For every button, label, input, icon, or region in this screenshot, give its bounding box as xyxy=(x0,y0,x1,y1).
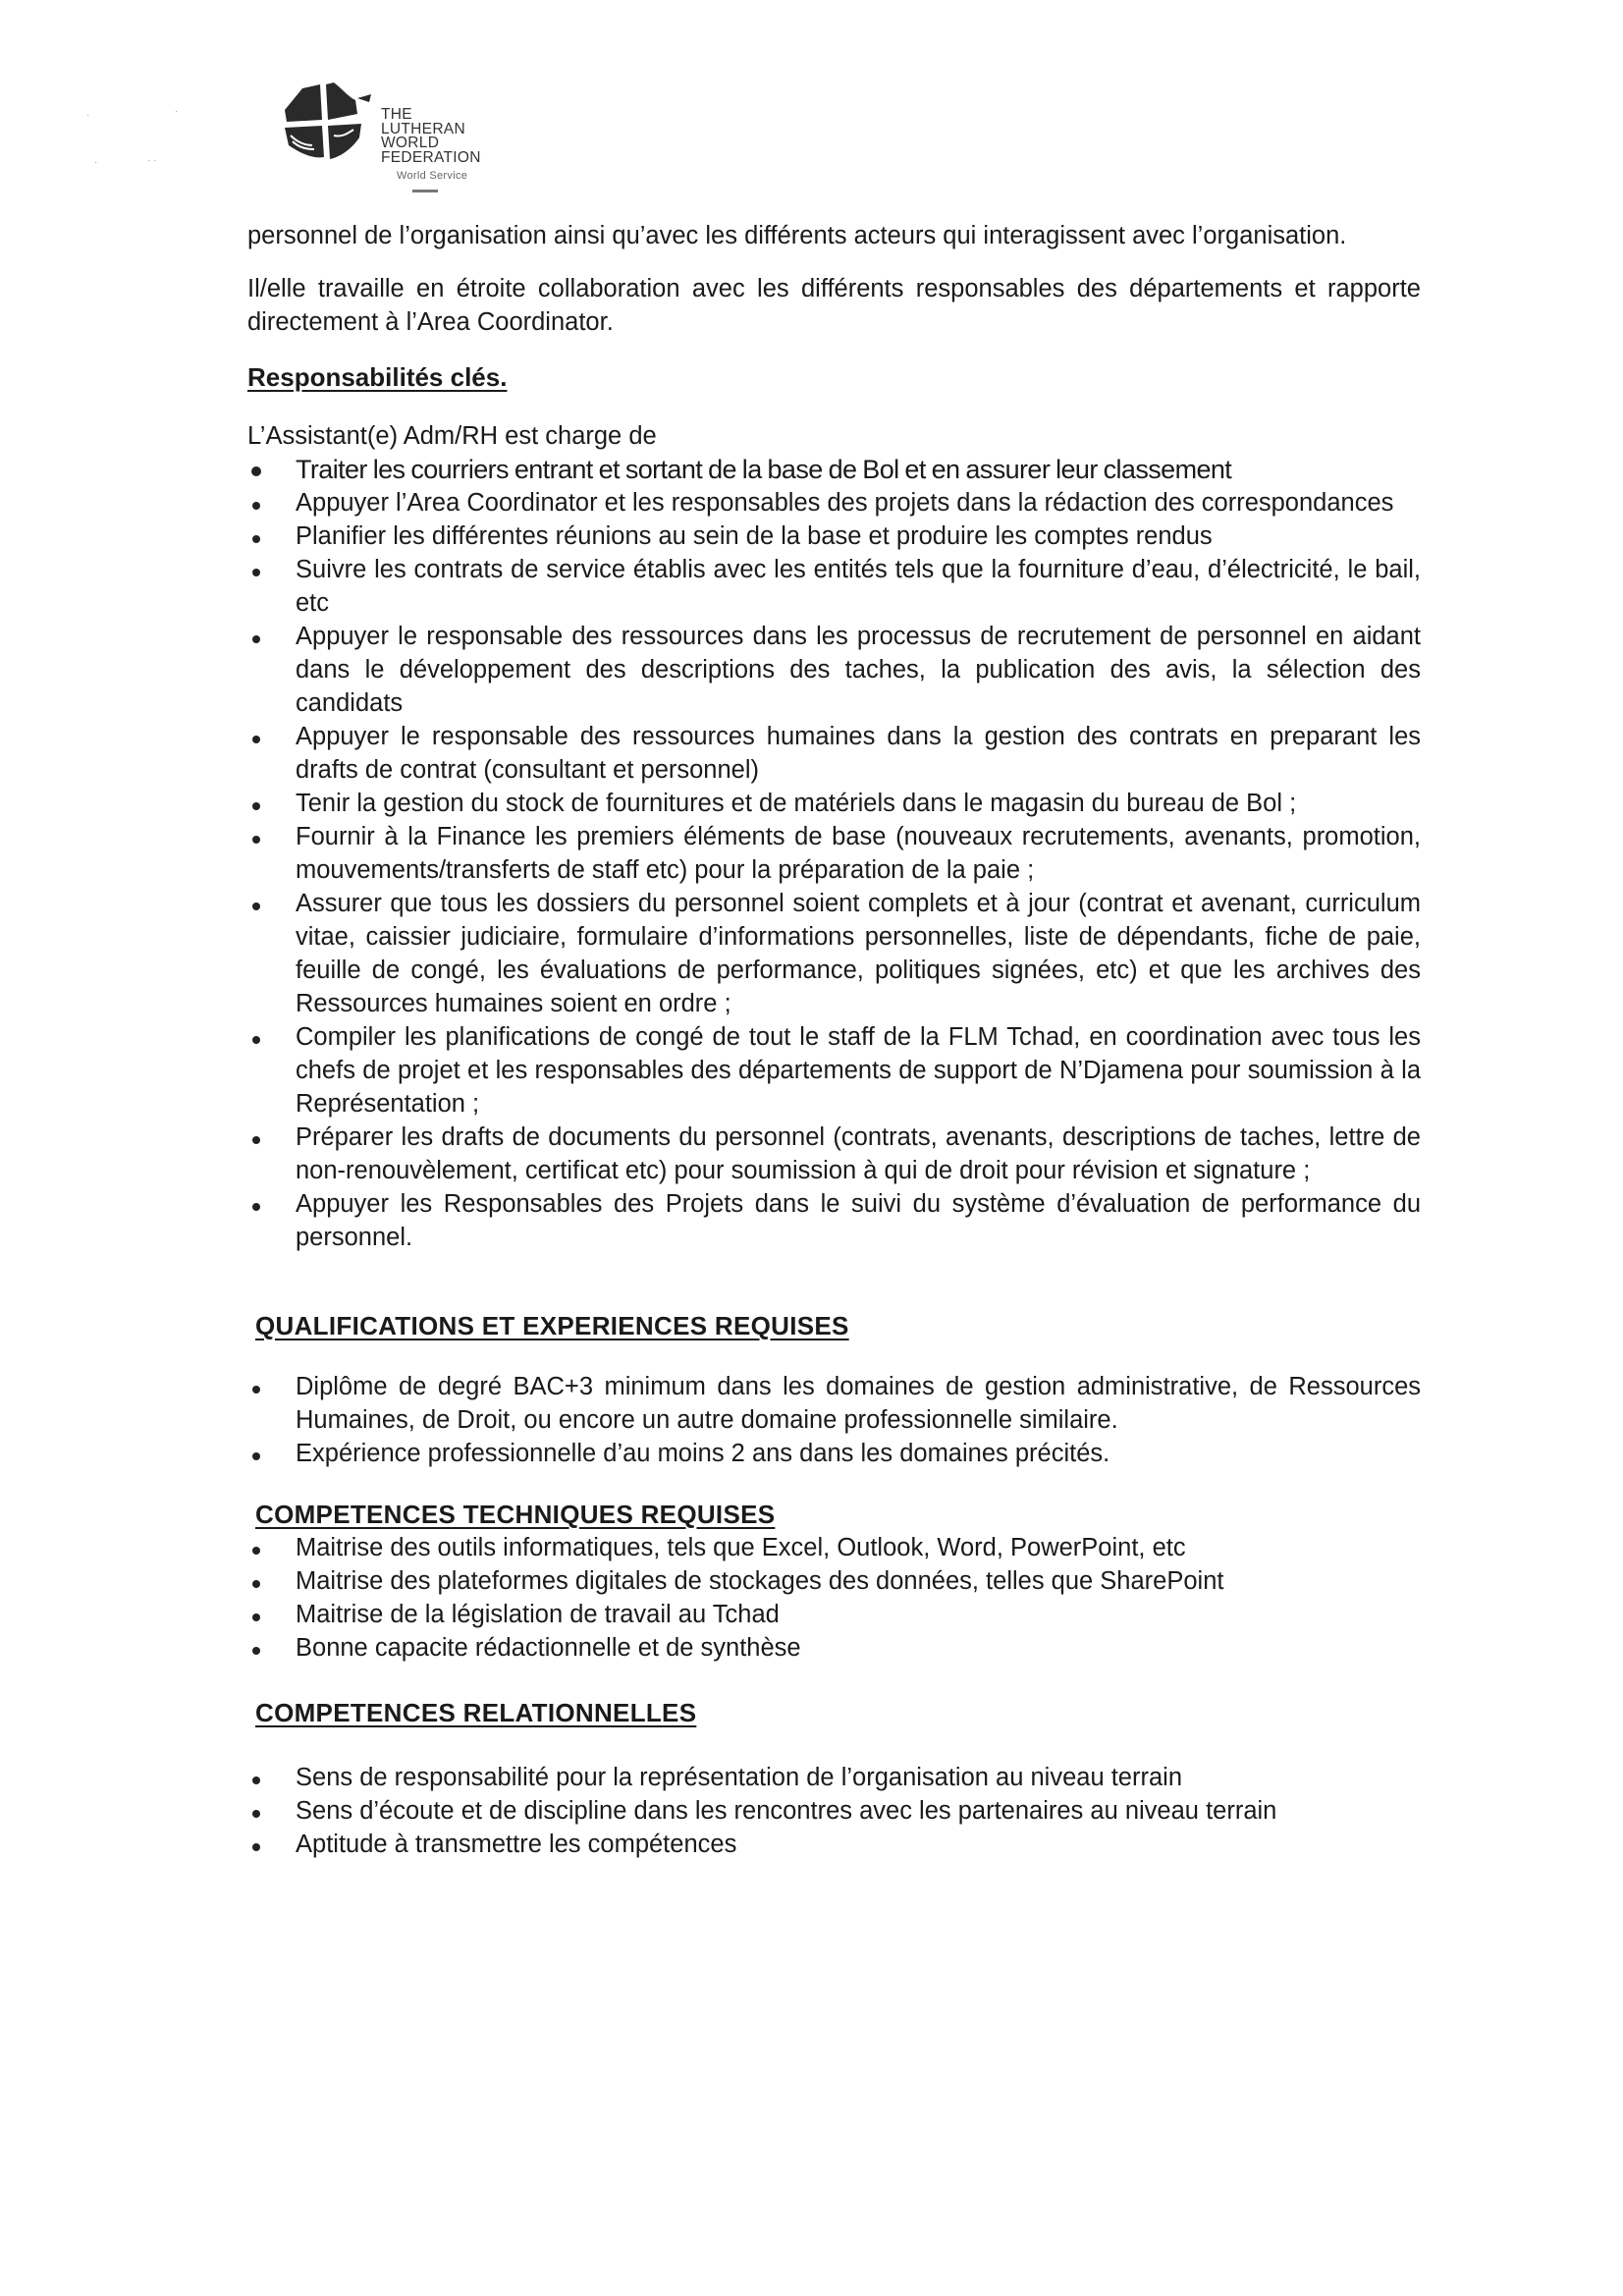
logo-tagline-mark xyxy=(412,190,438,192)
list-item: Appuyer les Responsables des Projets dans le suivi du système d’évaluation de performance du personnel. xyxy=(247,1187,1421,1254)
lwf-emblem-icon xyxy=(273,81,381,179)
responsibilities-lead: L’Assistant(e) Adm/RH est charge de xyxy=(247,422,657,450)
list-item: Compiler les planifications de congé de tout le staff de la FLM Tchad, en coordination avec tous les chefs de projet et les responsables des départements de support de N’Djamena pour soumission à la Représentation ; xyxy=(247,1020,1421,1121)
scan-speck: · xyxy=(86,110,90,121)
list-item: Préparer les drafts de documents du personnel (contrats, avenants, descriptions de taches, lettre de non-renouvèlement, certificat etc) pour soumission à qui de droit pour révision et signature ; xyxy=(247,1121,1421,1187)
list-item: Fournir à la Finance les premiers éléments de base (nouveaux recrutements, avenants, promotion, mouvements/transferts de staff etc) pour la préparation de la paie ; xyxy=(247,820,1421,887)
list-item: Planifier les différentes réunions au sein de la base et produire les comptes rendus xyxy=(247,519,1421,553)
list-item: Maitrise des plateformes digitales de stockages des données, telles que SharePoint xyxy=(247,1564,1421,1598)
scan-speck: · xyxy=(94,157,98,168)
org-name-line4: FEDERATION xyxy=(381,148,481,166)
scan-speck: · · xyxy=(147,155,157,166)
org-name-line1: THE xyxy=(381,106,412,123)
list-item: Appuyer le responsable des ressources humaines dans la gestion des contrats en preparant les drafts de contrat (consultant et personnel) xyxy=(247,720,1421,787)
intro-paragraph: personnel de l’organisation ainsi qu’avec les différents acteurs qui interagissent avec l’organisation. xyxy=(247,222,1347,249)
list-item: Sens d’écoute et de discipline dans les rencontres avec les partenaires au niveau terrain xyxy=(247,1794,1421,1828)
list-item: Aptitude à transmettre les compétences xyxy=(247,1828,1421,1861)
org-name-line2: LUTHERAN xyxy=(381,120,465,137)
list-item: Expérience professionnelle d’au moins 2 ans dans les domaines précités. xyxy=(247,1437,1421,1470)
list-item: Assurer que tous les dossiers du personnel soient complets et à jour (contrat et avenant, curriculum vitae, caissier judiciaire, formulaire d’informations personnelles, liste de dépendants, fiche de paie, feuille de congé, les évaluations de performance, politiques signées, etc) et que les archives des Ressources humaines soient en ordre ; xyxy=(247,887,1421,1020)
collaboration-paragraph: Il/elle travaille en étroite collaboration avec les différents responsables des départements et rapporte directement à l’Area Coordinator. xyxy=(247,275,1421,336)
list-item: Appuyer l’Area Coordinator et les responsables des projets dans la rédaction des correspondances xyxy=(247,486,1421,519)
technical-skills-list xyxy=(247,1531,1421,1665)
list-item: Maitrise des outils informatiques, tels que Excel, Outlook, Word, PowerPoint, etc xyxy=(247,1531,1421,1564)
list-item: Maitrise de la législation de travail au Tchad xyxy=(247,1598,1421,1631)
relational-skills-heading: COMPETENCES RELATIONNELLES xyxy=(255,1698,697,1727)
qualifications-heading: QUALIFICATIONS ET EXPERIENCES REQUISES xyxy=(255,1311,849,1340)
responsibilities-list xyxy=(247,453,1421,1254)
lwf-wordmark xyxy=(381,108,481,192)
org-name-line3: WORLD xyxy=(381,135,440,151)
org-subtitle: World Service xyxy=(397,170,468,182)
document-body xyxy=(247,219,1421,1861)
list-item: Appuyer le responsable des ressources dans les processus de recrutement de personnel en aidant dans le développement des descriptions des taches, la publication des avis, la sélection des candidats xyxy=(247,620,1421,720)
scan-speck: · xyxy=(175,106,179,117)
qualifications-list xyxy=(247,1370,1421,1470)
relational-skills-list xyxy=(247,1761,1421,1861)
list-item: Suivre les contrats de service établis avec les entités tels que la fourniture d’eau, d’électricité, le bail, etc xyxy=(247,553,1421,620)
lwf-logo xyxy=(273,81,509,198)
list-item: Diplôme de degré BAC+3 minimum dans les domaines de gestion administrative, de Ressources Humaines, de Droit, ou encore un autre domaine professionnelle similaire. xyxy=(247,1370,1421,1437)
list-item: Traiter les courriers entrant et sortant de la base de Bol et en assurer leur classement xyxy=(247,453,1421,486)
technical-skills-heading: COMPETENCES TECHNIQUES REQUISES xyxy=(255,1500,776,1529)
list-item: Sens de responsabilité pour la représentation de l’organisation au niveau terrain xyxy=(247,1761,1421,1794)
responsibilities-heading: Responsabilités clés. xyxy=(247,362,508,392)
list-item: Bonne capacite rédactionnelle et de synthèse xyxy=(247,1631,1421,1665)
list-item: Tenir la gestion du stock de fournitures et de matériels dans le magasin du bureau de Bol ; xyxy=(247,787,1421,820)
